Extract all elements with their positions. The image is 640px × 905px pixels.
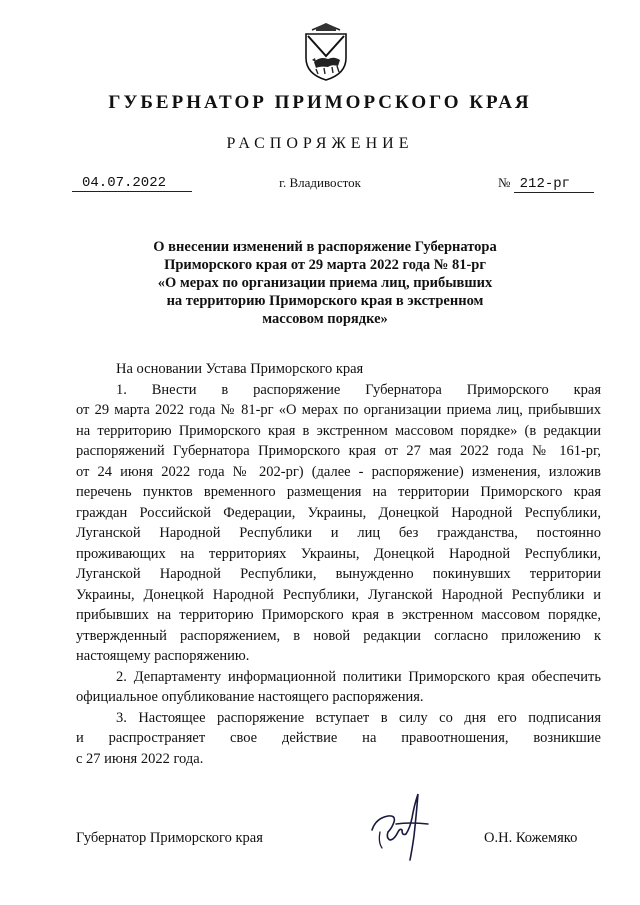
signatory-title: Губернатор Приморского края [76,830,263,846]
body-line: официальное опубликование настоящего распоряжения. [76,689,424,705]
number-label: № [498,175,511,190]
body-line: проживающих на территориях Украины, Донецкой Народной Республики, [76,545,601,562]
body-line: на территорию Приморского края в экстренном массовом порядке» (в редакции [76,422,601,439]
document-body [76,359,601,769]
body-line: настоящему распоряжению. [76,648,250,664]
subject-line: на территорию Приморского края в экстренном [166,293,484,309]
subject-line: массовом порядке» [262,311,388,327]
document-date: 04.07.2022 [72,175,192,192]
body-line: На основании Устава Приморского края [116,361,364,377]
body-line: распоряжений Губернатора Приморского края от 27 мая 2022 года № 161-рг, [76,443,601,459]
body-line: Луганской Народной Республики, вынужденно покинувших территории [76,566,601,582]
signatory-name: О.Н. Кожемяко [484,830,578,846]
body-line: Украины, Донецкой Народной Республики, Луганской Народной Республики и [76,586,601,603]
document-type: РАСПОРЯЖЕНИЕ [226,135,414,152]
body-line: 1. Внести в распоряжение Губернатора Приморского края [116,381,601,398]
coat-of-arms-icon [302,22,350,82]
body-line: Луганской Народной Республики и лиц без гражданства, постоянно [76,525,601,541]
document-city: г. Владивосток [279,175,361,190]
body-line: перечень пунктов временного размещения на территории Приморского края [76,484,601,500]
body-line: утвержденный распоряжением, в новой редакции согласно приложению к [76,627,601,644]
body-line: прибывших на территорию Приморского края в экстренном массовом порядке, [76,607,601,623]
body-line: 3. Настоящее распоряжение вступает в силу со дня его подписания [116,709,601,726]
body-line: граждан Российской Федерации, Украины, Донецкой Народной Республики, [76,504,601,521]
handwritten-signature [366,788,436,868]
body-line: 2. Департаменту информационной политики Приморского края обеспечить [116,668,601,685]
issuing-authority: ГУБЕРНАТОР ПРИМОРСКОГО КРАЯ [108,92,532,113]
document-number [498,175,594,193]
document-subject [110,238,540,328]
number-value: 212-рг [514,176,594,193]
subject-line: «О мерах по организации приема лиц, прибывших [157,275,493,291]
body-line: от 24 июня 2022 года № 202-рг) (далее - распоряжение) изменения, изложив [76,463,601,480]
subject-line: О внесении изменений в распоряжение Губернатора [153,239,497,255]
body-line: и распространяет свое действие на правоотношения, возникшие [76,730,601,746]
body-line: с 27 июня 2022 года. [76,750,204,767]
subject-line: Приморского края от 29 марта 2022 года № 81-рг [164,257,486,273]
body-line: от 29 марта 2022 года № 81-рг «О мерах по организации приема лиц, прибывших [76,402,601,418]
